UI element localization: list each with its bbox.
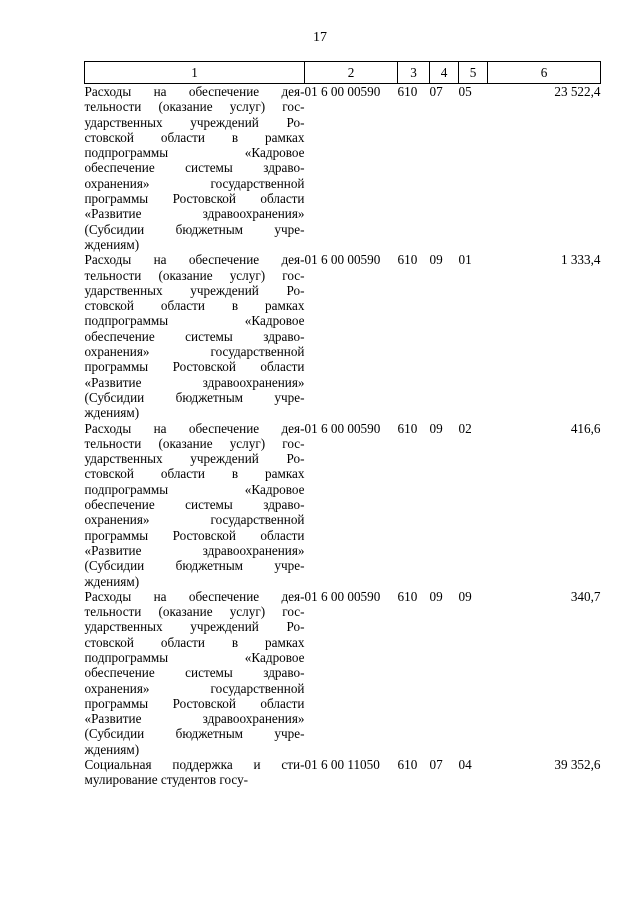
description-line: «Развитие здравоохранения» bbox=[84, 711, 305, 727]
description-line: программы Ростовской области bbox=[84, 191, 305, 207]
description-line: «Развитие здравоохранения» bbox=[84, 374, 305, 390]
column-header-6: 6 bbox=[488, 62, 601, 84]
description-line: ударственных учреждений Ро- bbox=[84, 619, 305, 635]
description-line: ударственных учреждений Ро- bbox=[84, 282, 305, 298]
amount: 39 352,6 bbox=[554, 757, 601, 773]
description-line: ждениям) bbox=[84, 236, 140, 252]
row-description bbox=[85, 252, 305, 420]
description-line: программы Ростовской области bbox=[84, 695, 305, 711]
description-line: (Субсидии бюджетным учре- bbox=[84, 558, 305, 574]
subsection: 02 bbox=[458, 420, 472, 436]
description-line: ждениям) bbox=[84, 741, 140, 757]
column-header-4: 4 bbox=[430, 62, 459, 84]
subsection: 01 bbox=[458, 252, 472, 268]
budget-table bbox=[84, 61, 601, 788]
header-row bbox=[85, 62, 601, 84]
description-line: подпрограммы «Кадровое bbox=[84, 649, 305, 665]
row-description bbox=[85, 421, 305, 589]
row-description bbox=[85, 84, 305, 253]
section: 09 bbox=[429, 420, 443, 436]
amount: 416,6 bbox=[570, 420, 601, 436]
table-row bbox=[85, 757, 601, 788]
description-line: стовской области в рамках bbox=[84, 129, 305, 145]
amount: 340,7 bbox=[570, 588, 601, 604]
description-line: тельности (оказание услуг) гос- bbox=[84, 604, 305, 620]
description-line: программы Ростовской области bbox=[84, 527, 305, 543]
description-line: ждениям) bbox=[84, 405, 140, 421]
description-line: обеспечение системы здраво- bbox=[84, 160, 305, 176]
description-line: (Субсидии бюджетным учре- bbox=[84, 221, 305, 237]
description-line: ждениям) bbox=[84, 573, 140, 589]
table-row bbox=[85, 589, 601, 757]
column-header-2: 2 bbox=[305, 62, 398, 84]
amount: 23 522,4 bbox=[554, 84, 601, 99]
description-line: охранения» государственной bbox=[84, 680, 305, 696]
expense-type: 610 bbox=[397, 84, 418, 99]
description-line: тельности (оказание услуг) гос- bbox=[84, 435, 305, 451]
description-line: Расходы на обеспечение дея- bbox=[84, 420, 305, 436]
description-line: обеспечение системы здраво- bbox=[84, 497, 305, 513]
description-line: (Субсидии бюджетным учре- bbox=[84, 389, 305, 405]
description-line: обеспечение системы здраво- bbox=[84, 665, 305, 681]
subsection: 05 bbox=[458, 84, 472, 99]
description-line: (Субсидии бюджетным учре- bbox=[84, 726, 305, 742]
budget-code: 01 6 00 00590 bbox=[304, 252, 381, 268]
expense-type: 610 bbox=[397, 420, 418, 436]
description-line: «Развитие здравоохранения» bbox=[84, 542, 305, 558]
description-line: подпрограммы «Кадровое bbox=[84, 313, 305, 329]
row-description bbox=[85, 757, 305, 788]
column-header-3: 3 bbox=[398, 62, 430, 84]
section: 09 bbox=[429, 588, 443, 604]
subsection: 04 bbox=[458, 757, 472, 773]
expense-type: 610 bbox=[397, 252, 418, 268]
description-line: «Развитие здравоохранения» bbox=[84, 206, 305, 222]
description-line: ударственных учреждений Ро- bbox=[84, 114, 305, 130]
description-line: охранения» государственной bbox=[84, 344, 305, 360]
description-line: охранения» государственной bbox=[84, 512, 305, 528]
table-row bbox=[85, 252, 601, 420]
budget-code: 01 6 00 11050 bbox=[304, 757, 380, 773]
section: 09 bbox=[429, 252, 443, 268]
description-line: обеспечение системы здраво- bbox=[84, 328, 305, 344]
description-line: охранения» государственной bbox=[84, 175, 305, 191]
table-row bbox=[85, 84, 601, 253]
budget-code: 01 6 00 00590 bbox=[304, 420, 381, 436]
description-line: подпрограммы «Кадровое bbox=[84, 481, 305, 497]
expense-type: 610 bbox=[397, 757, 418, 773]
description-line: Расходы на обеспечение дея- bbox=[84, 252, 305, 268]
description-line: программы Ростовской области bbox=[84, 359, 305, 375]
description-line: Социальная поддержка и сти- bbox=[84, 757, 305, 773]
description-line: мулирование студентов госу- bbox=[84, 772, 249, 788]
description-line: Расходы на обеспечение дея- bbox=[84, 84, 305, 99]
amount: 1 333,4 bbox=[560, 252, 601, 268]
table-body bbox=[85, 84, 601, 788]
section: 07 bbox=[429, 84, 443, 99]
description-line: стовской области в рамках bbox=[84, 634, 305, 650]
expense-type: 610 bbox=[397, 588, 418, 604]
section: 07 bbox=[429, 757, 443, 773]
description-line: подпрограммы «Кадровое bbox=[84, 145, 305, 161]
column-header-1: 1 bbox=[85, 62, 305, 84]
subsection: 09 bbox=[458, 588, 472, 604]
budget-code: 01 6 00 00590 bbox=[304, 588, 381, 604]
description-line: стовской области в рамках bbox=[84, 466, 305, 482]
page-number: 17 bbox=[313, 30, 327, 45]
description-line: ударственных учреждений Ро- bbox=[84, 451, 305, 467]
budget-code: 01 6 00 00590 bbox=[304, 84, 381, 99]
row-description bbox=[85, 589, 305, 757]
description-line: стовской области в рамках bbox=[84, 298, 305, 314]
table-row bbox=[85, 421, 601, 589]
description-line: тельности (оказание услуг) гос- bbox=[84, 267, 305, 283]
column-header-5: 5 bbox=[459, 62, 488, 84]
description-line: тельности (оказание услуг) гос- bbox=[84, 99, 305, 115]
description-line: Расходы на обеспечение дея- bbox=[84, 588, 305, 604]
